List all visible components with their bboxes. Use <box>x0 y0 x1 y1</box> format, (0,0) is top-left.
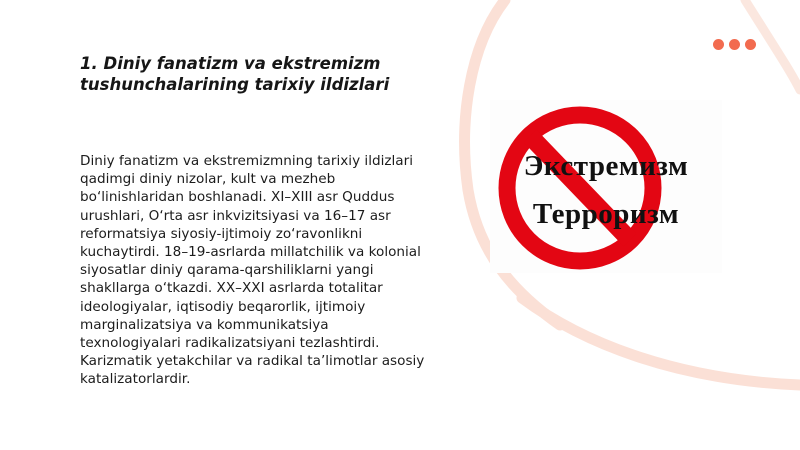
dot-icon <box>745 39 756 50</box>
extremism-prohibition-image <box>490 100 722 273</box>
dot-icon <box>713 39 724 50</box>
sign-word-terrorism: Терроризм <box>532 198 680 230</box>
slide-title: 1. Diniy fanatizm va ekstremizm tushunchalarining tarixiy ildizlari <box>80 54 390 94</box>
bottom-arc <box>522 298 800 385</box>
menu-dots <box>713 39 756 50</box>
dot-icon <box>729 39 740 50</box>
sign-word-extremism: Экстремизм <box>523 150 689 182</box>
slide-body-text: Diniy fanatizm va ekstremizmning tarixiy ildizlari qadimgi diniy nizolar, kult va mezheb bo‘linishlaridan boshlanadi. XI–XIII asr Quddus urushlari, O‘rta asr inkvizitsiyasi va 16–17 asr reformatsiya siyosiy-ijtimoiy zo‘ravonlikni kuchaytirdi. 18–19-asrlarda millatchilik va kolonial siyosatlar diniy qarama-qarshiliklarni yangi shakllarga o‘tkazdi. XX–XXI asrlarda totalitar ideologiyalar, iqtisodiy beqarorlik, ijtimoiy marginalizatsiya va kommunikatsiya texnologiyalari radikalizatsiyani tezlashtirdi. Karizmatik yetakchilar va radikal ta’limotlar asosiy katalizatorlardir. <box>80 153 425 388</box>
prohibition-sign-icon <box>490 100 722 273</box>
